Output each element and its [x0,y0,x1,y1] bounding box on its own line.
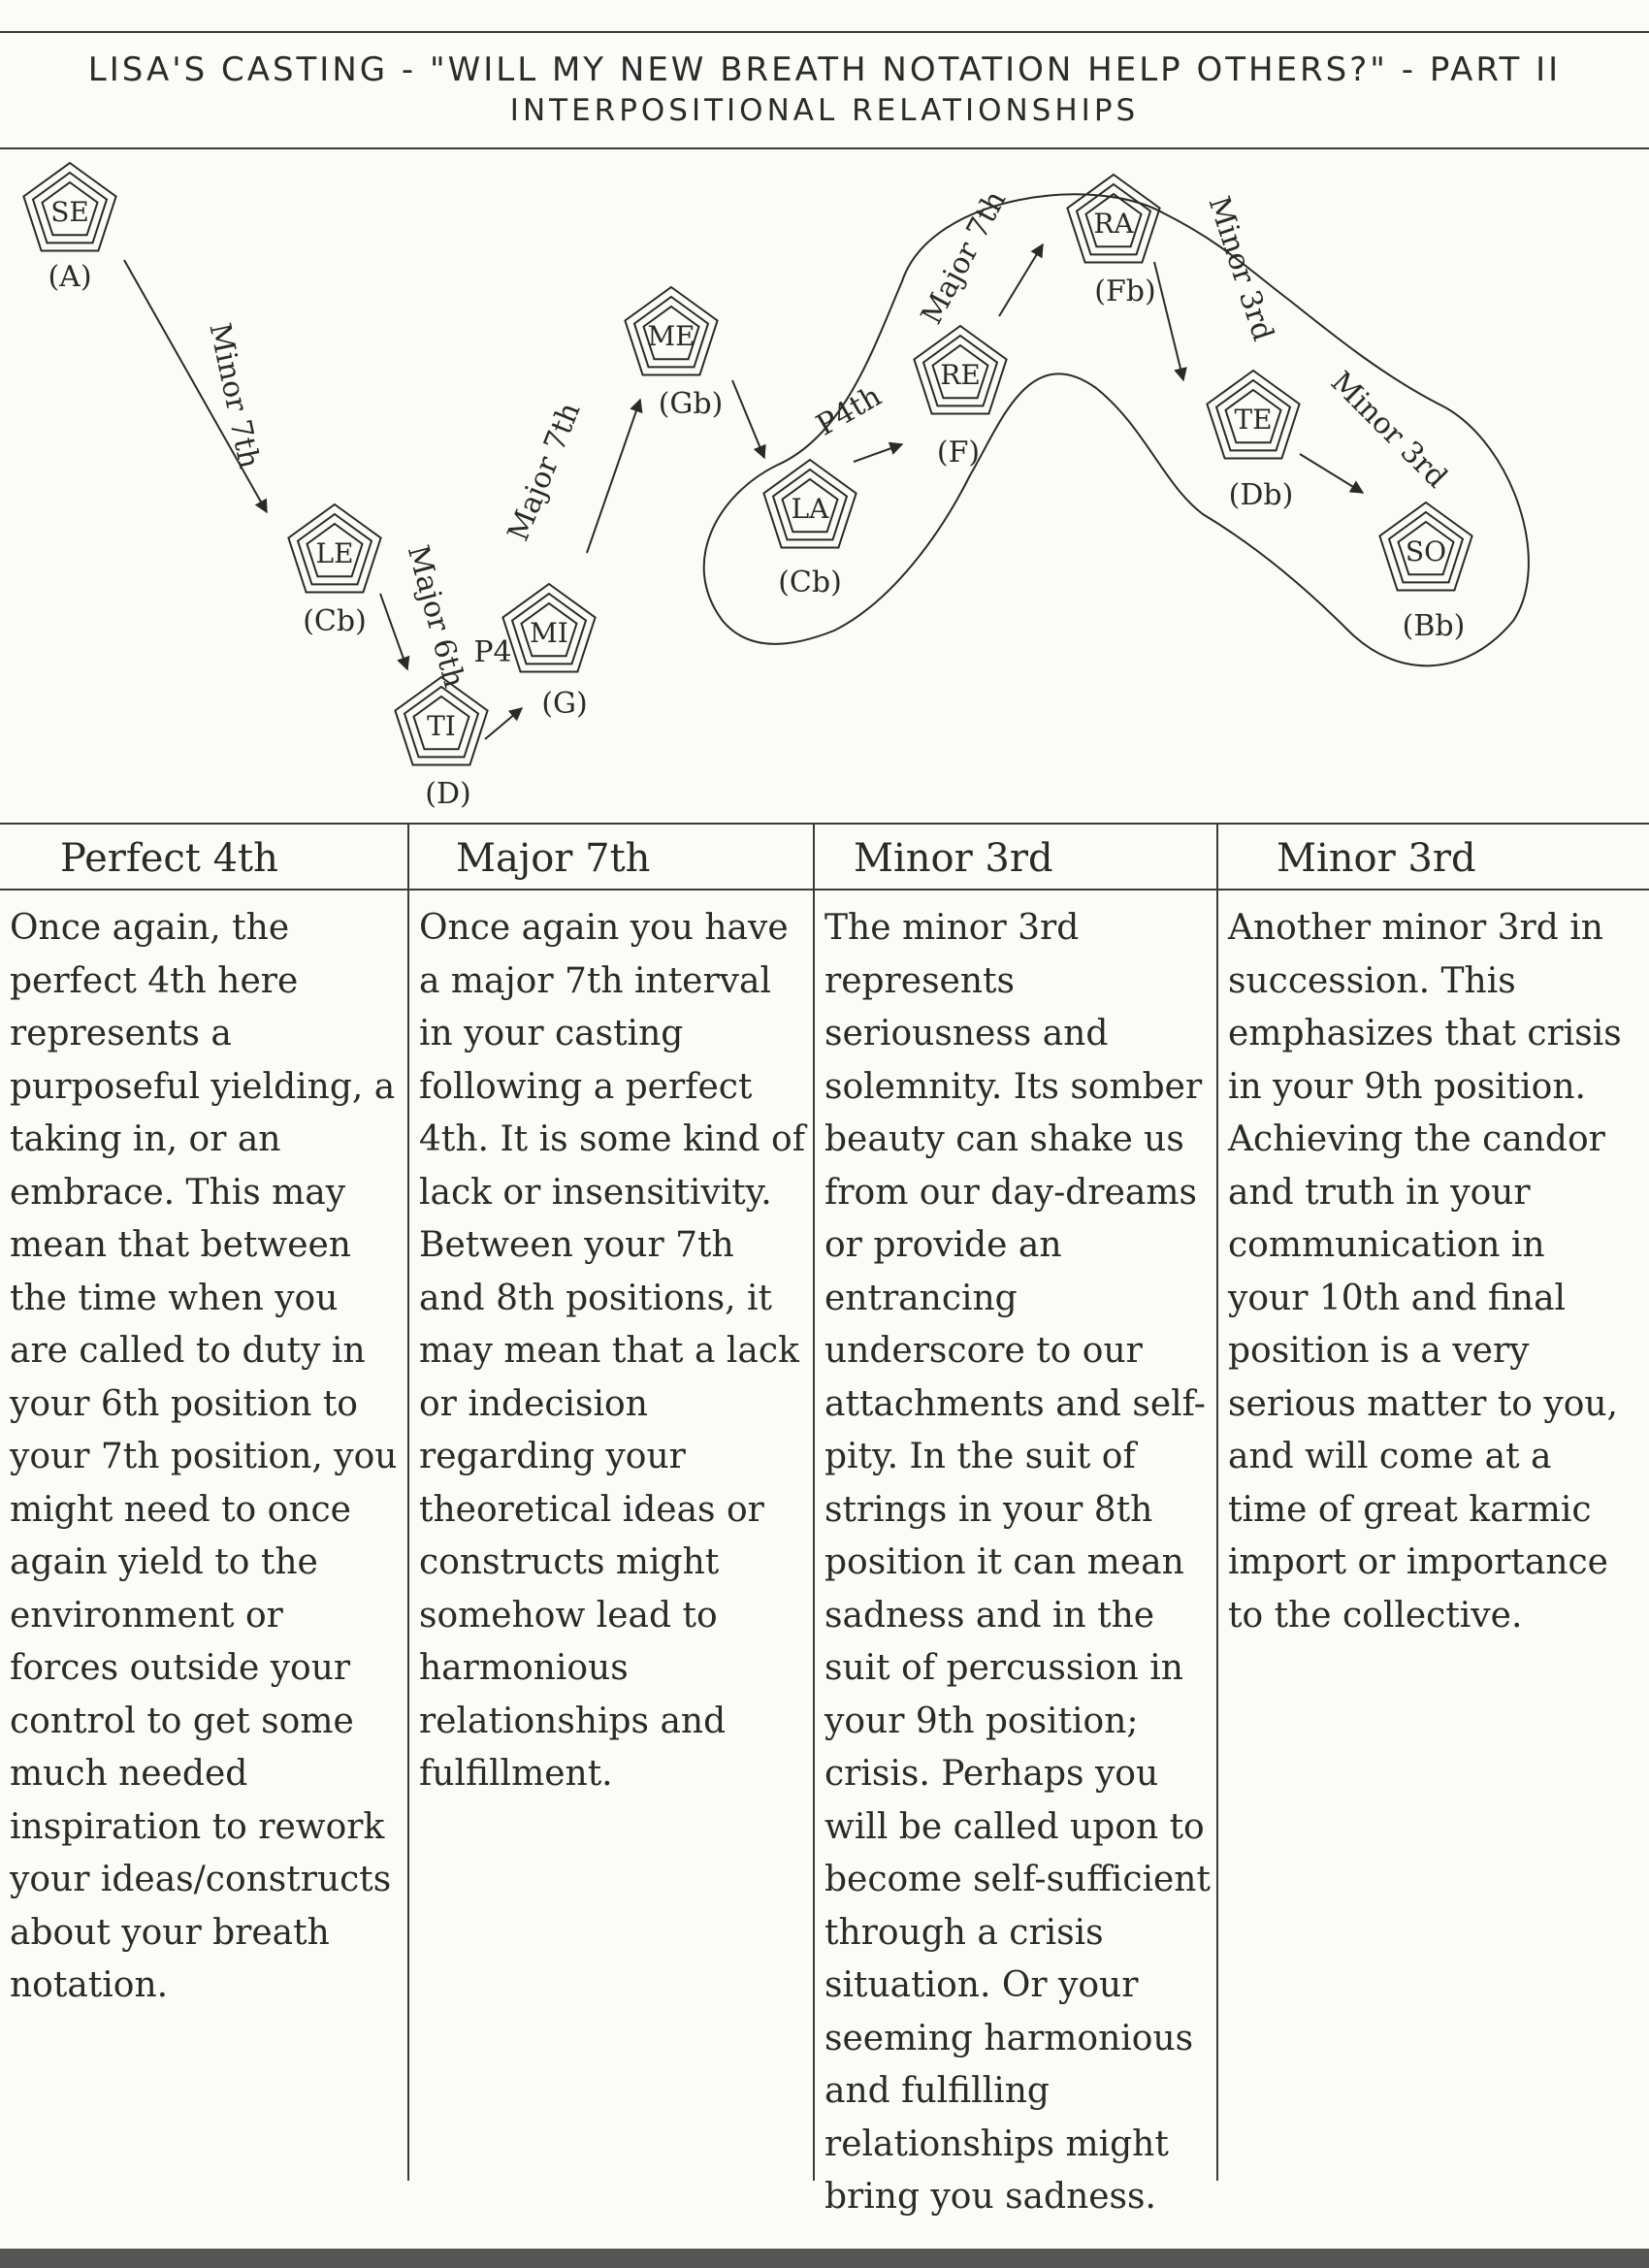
node-pitch: (D) [425,777,471,811]
solfege-node-re [914,326,1006,470]
interval-label: P4th [810,378,888,443]
solfege-node-la [763,460,856,599]
interval-label: Major 7th [914,184,1014,331]
node-syllable: TE [1234,404,1273,436]
node-pitch: (Db) [1228,478,1294,512]
column-perfect-4th [0,823,407,2181]
interval-label: Minor 3rd [1323,365,1454,496]
node-pitch: (Bb) [1402,609,1466,643]
interval-label: Minor 7th [202,320,267,472]
scan-edge [0,2249,1649,2268]
node-pitch: (G) [541,687,588,721]
interval-diagram [0,155,1649,825]
node-pitch: (Fb) [1094,275,1156,308]
node-pitch: (Gb) [658,387,724,421]
column-text: Once again you have a major 7th interval in your casting following a perfect 4th. It is some kind of lack or insensitivity. Between your 7th and 8th positions, it may mean that a lack or indecision regarding your theoretical ideas or constructs might somehow lead to harmonious relationships and fulfillment. [419,908,806,1794]
solfege-node-mi [502,584,595,721]
column-heading: Minor 3rd [854,836,1053,881]
column-heading: Minor 3rd [1277,836,1476,881]
page-subtitle: INTERPOSITIONAL RELATIONSHIPS [509,93,1140,128]
interval-label: P4 [473,635,512,669]
column-minor-3rd-a [815,823,1216,2217]
column-text: Another minor 3rd in succession. This emphasizes that crisis in your 9th position. Achieving the candor and truth in your communication in your 10th and final position is a very serious matter to you, and will come at a time of great karmic import or importance to the collective. [1228,908,1622,1636]
interval-label: Minor 3rd [1201,192,1280,345]
interval-label: Major 6th [400,541,471,692]
node-syllable: LA [791,493,829,525]
page-title: LISA'S CASTING - "WILL MY NEW BREATH NOTATION HELP OTHERS?" - PART II [87,50,1562,89]
node-syllable: MI [530,617,568,649]
interval-label: Major 7th [501,398,588,546]
interval-arrow [485,708,522,739]
interval-arrow [732,380,764,458]
interval-arrow [854,444,902,462]
interval-arrow [999,244,1043,316]
node-syllable: RE [940,359,981,391]
node-pitch: (F) [936,436,981,470]
node-syllable: SE [50,196,89,228]
node-syllable: RA [1093,208,1134,240]
node-syllable: ME [647,320,695,352]
column-heading: Major 7th [456,836,651,881]
node-pitch: (Cb) [303,604,367,638]
interval-arrow [587,400,640,553]
column-text: Once again, the perfect 4th here represents a purposeful yielding, a taking in, or an embrace. This may mean that between the time when you are called to duty in your 6th position to your 7th position, you might need to once again yield to the environment or forces outside your control to get some much needed inspiration to rework your ideas/constructs about your breath notation. [10,908,398,2005]
interval-arrow [380,594,407,669]
node-pitch: (Cb) [778,566,842,599]
solfege-node-ti [395,677,487,811]
header-rule [0,147,1649,149]
node-pitch: (A) [48,260,92,294]
solfege-node-se [23,163,115,294]
column-minor-3rd-b [1218,823,1649,2181]
column-major-7th [409,823,813,2181]
solfege-node-so [1379,502,1471,643]
interval-arrow [1154,262,1183,380]
solfege-node-le [288,504,380,638]
interval-arrow [1300,454,1363,493]
column-text: The minor 3rd represents seriousness and solemnity. Its somber beauty can shake us from our day-dreams or provide an entrancing underscore to our attachments and self-pity. In the suit of strings in your 8th position it can mean sadness and in the suit of percussion in your 9th position; crisis. Perhaps you will be called upon to become self-sufficient through a crisis situation. Or your seeming harmonious and fulfilling relationships might bring you sadness. [824,908,1211,2217]
node-syllable: SO [1405,535,1447,567]
column-heading: Perfect 4th [60,836,278,881]
node-syllable: TI [427,710,456,742]
top-rule [0,31,1649,33]
solfege-node-te [1207,371,1299,512]
node-syllable: LE [315,537,354,569]
